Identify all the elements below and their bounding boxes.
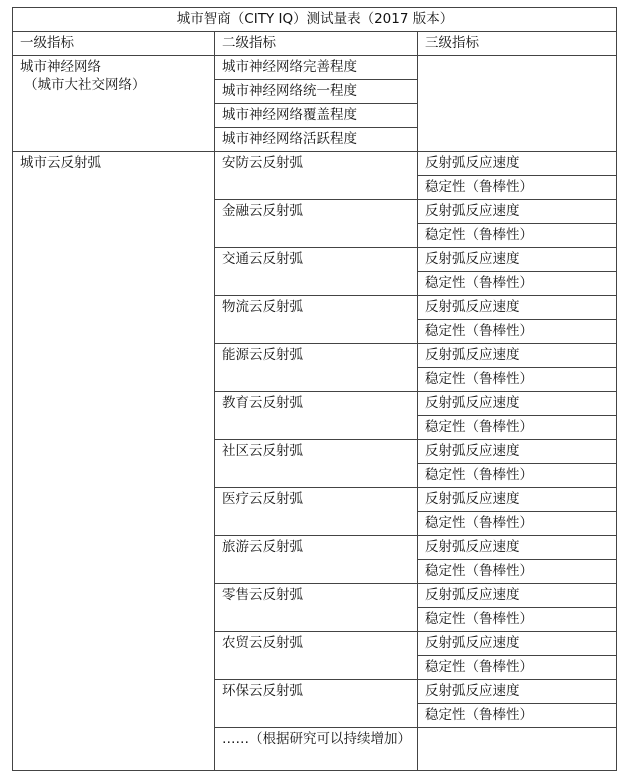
level3-speed: 反射弧反应速度: [418, 584, 617, 608]
level3-speed: 反射弧反应速度: [418, 488, 617, 512]
level1-network-cell: [13, 56, 215, 152]
header-level2: 二级指标: [215, 32, 418, 56]
level3-speed: 反射弧反应速度: [418, 248, 617, 272]
level2-network-item: 城市神经网络完善程度: [215, 56, 418, 80]
level3-empty: [418, 728, 617, 771]
level3-stability: 稳定性（鲁棒性）: [418, 464, 617, 488]
level2-network-item: 城市神经网络活跃程度: [215, 128, 418, 152]
level3-speed: 反射弧反应速度: [418, 392, 617, 416]
level1-network-sub: （城市大社交网络）: [24, 77, 146, 93]
level3-stability: 稳定性（鲁棒性）: [418, 560, 617, 584]
level2-more: ……（根据研究可以持续增加）: [215, 728, 418, 771]
level2-arc-item: 物流云反射弧: [215, 296, 418, 344]
level3-stability: 稳定性（鲁棒性）: [418, 704, 617, 728]
iq-table: [12, 7, 617, 771]
level1-arc: 城市云反射弧: [13, 152, 215, 771]
level2-arc-item: 交通云反射弧: [215, 248, 418, 296]
level3-stability: 稳定性（鲁棒性）: [418, 656, 617, 680]
level3-speed: 反射弧反应速度: [418, 680, 617, 704]
level2-arc-item: 教育云反射弧: [215, 392, 418, 440]
title-row: [13, 8, 617, 32]
level3-speed: 反射弧反应速度: [418, 632, 617, 656]
level3-network-empty: [418, 56, 617, 152]
level2-arc-item: 医疗云反射弧: [215, 488, 418, 536]
level3-speed: 反射弧反应速度: [418, 440, 617, 464]
level2-arc-item: 社区云反射弧: [215, 440, 418, 488]
level3-stability: 稳定性（鲁棒性）: [418, 224, 617, 248]
level2-arc-item: 农贸云反射弧: [215, 632, 418, 680]
level2-arc-item: 旅游云反射弧: [215, 536, 418, 584]
level2-network-item: 城市神经网络覆盖程度: [215, 104, 418, 128]
header-level3: 三级指标: [418, 32, 617, 56]
level3-speed: 反射弧反应速度: [418, 344, 617, 368]
table-row: [13, 56, 617, 80]
level3-speed: 反射弧反应速度: [418, 536, 617, 560]
level3-speed: 反射弧反应速度: [418, 296, 617, 320]
level3-speed: 反射弧反应速度: [418, 200, 617, 224]
level3-stability: 稳定性（鲁棒性）: [418, 416, 617, 440]
level2-arc-item: 能源云反射弧: [215, 344, 418, 392]
level3-speed: 反射弧反应速度: [418, 152, 617, 176]
level3-stability: 稳定性（鲁棒性）: [418, 512, 617, 536]
level1-network: 城市神经网络: [20, 59, 101, 75]
level2-arc-item: 零售云反射弧: [215, 584, 418, 632]
level2-arc-item: 环保云反射弧: [215, 680, 418, 728]
table-row: [13, 152, 617, 176]
level3-stability: 稳定性（鲁棒性）: [418, 608, 617, 632]
level2-arc-item: 安防云反射弧: [215, 152, 418, 200]
level3-stability: 稳定性（鲁棒性）: [418, 176, 617, 200]
table-title: 城市智商（CITY IQ）测试量表（2017 版本）: [13, 8, 617, 32]
header-level1: 一级指标: [13, 32, 215, 56]
level3-stability: 稳定性（鲁棒性）: [418, 272, 617, 296]
level3-stability: 稳定性（鲁棒性）: [418, 368, 617, 392]
level2-arc-item: 金融云反射弧: [215, 200, 418, 248]
level2-network-item: 城市神经网络统一程度: [215, 80, 418, 104]
level3-stability: 稳定性（鲁棒性）: [418, 320, 617, 344]
header-row: [13, 32, 617, 56]
